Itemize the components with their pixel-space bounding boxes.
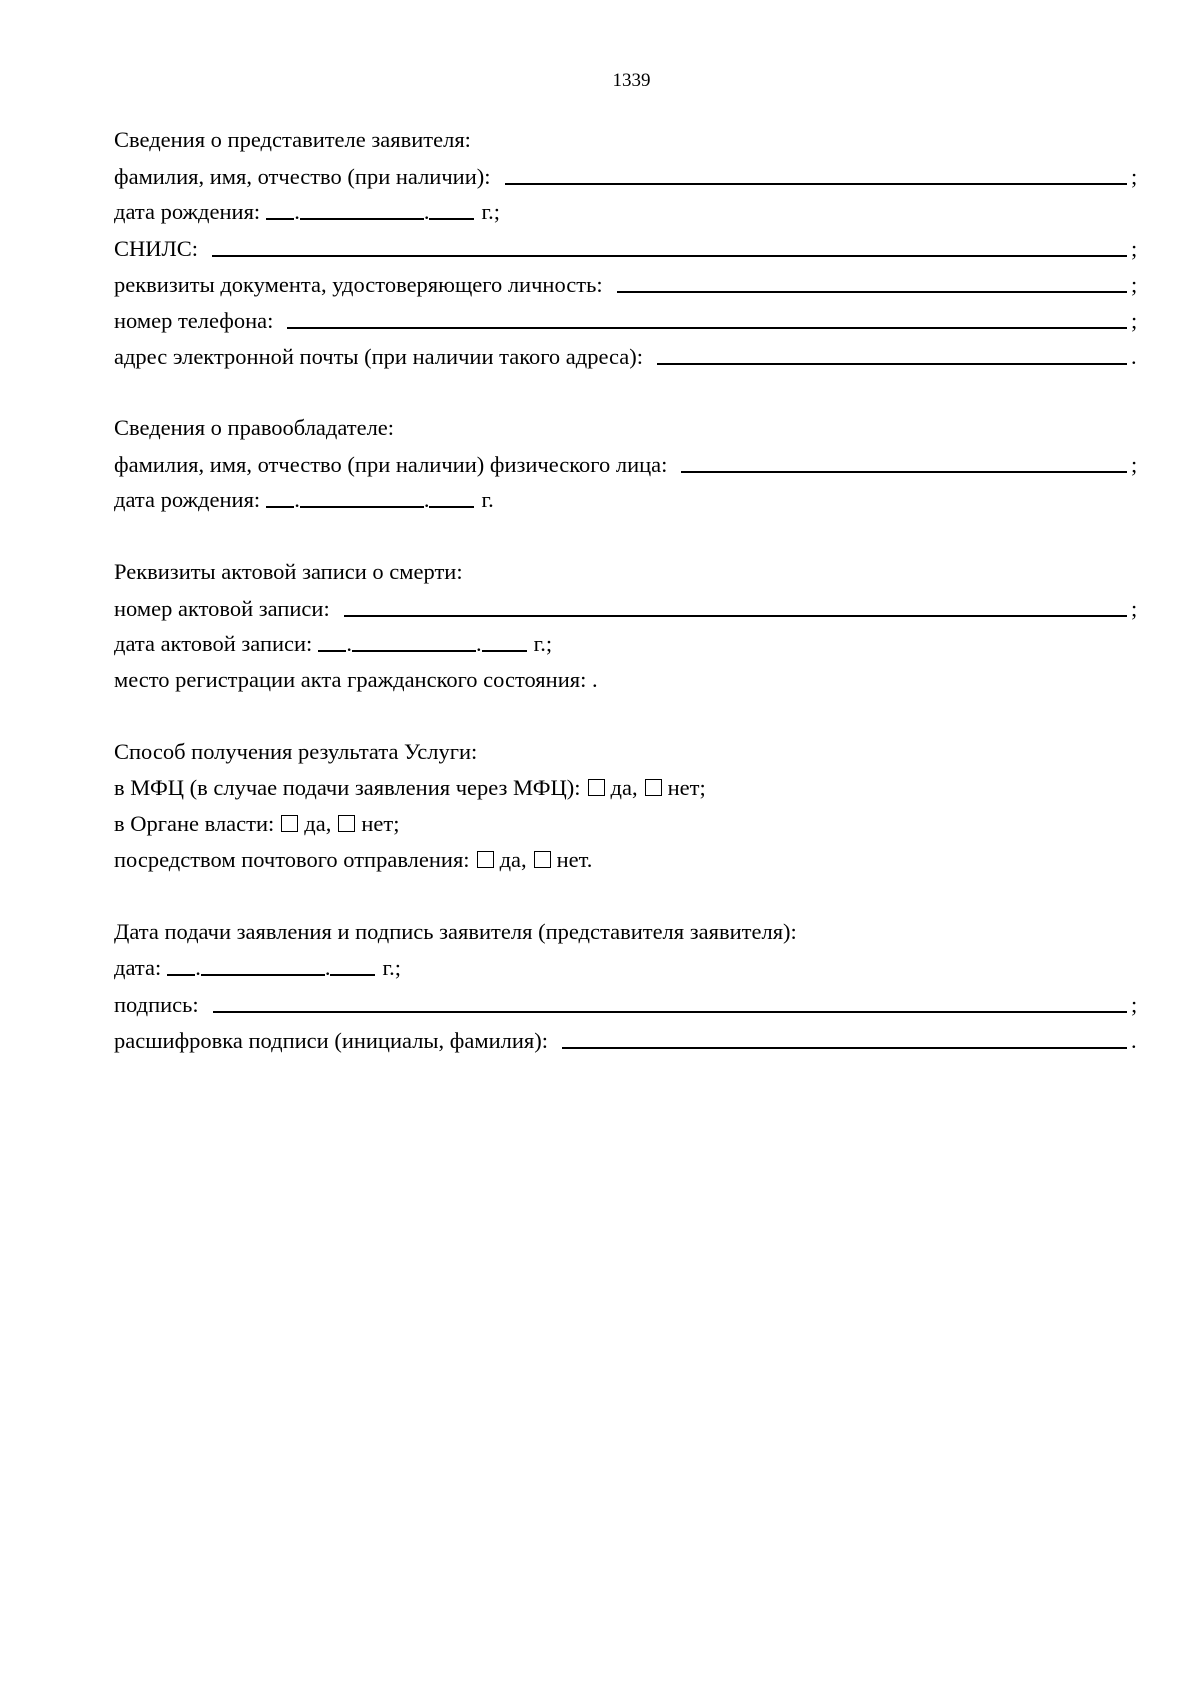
date-separator: . [324,955,331,980]
date-separator: . [423,199,430,224]
date-separator: . [294,199,300,224]
year-suffix: г.; [533,631,553,656]
delivery-option-mfc [114,772,1139,808]
signature-date-row [114,952,1139,988]
representative-snils-row [114,232,1139,268]
no-label: нет; [361,811,400,836]
field-label: расшифровка подписи (инициалы, фамилия): [114,1028,549,1053]
option-label: посредством почтового отправления: [114,847,470,872]
field-label: дата рождения: [114,487,261,512]
death-record-heading [114,556,1139,592]
submit-year-field[interactable] [330,954,375,976]
yes-label: да, [499,847,527,872]
field-label: дата актовой записи: [114,631,313,656]
yes-checkbox[interactable] [281,815,298,832]
birth-year-field[interactable] [429,486,474,508]
birth-day-field[interactable] [266,486,294,508]
punctuation: ; [1131,272,1138,297]
field-label: СНИЛС: [114,236,199,261]
rights-holder-birth-row [114,484,1139,520]
field-label: номер актовой записи: [114,596,330,621]
record-month-field[interactable] [352,630,476,652]
submit-month-field[interactable] [201,954,325,976]
punctuation: ; [1131,308,1138,333]
rights-holder-fio-field[interactable] [681,449,1127,473]
application-form [114,124,1139,1060]
death-record-date-row [114,628,1139,664]
option-label: в Органе власти: [114,811,275,836]
punctuation: ; [1131,452,1138,477]
field-label: фамилия, имя, отчество (при наличии) физического лица: [114,452,668,477]
email-field[interactable] [657,341,1127,365]
year-suffix: г.; [382,955,402,980]
section-heading: Реквизиты актовой записи о смерти: [114,559,463,584]
date-separator: . [423,487,430,512]
record-number-field[interactable] [344,593,1127,617]
punctuation: . [1131,1028,1137,1053]
punctuation: . [1131,344,1137,369]
yes-label: да, [610,775,638,800]
page-number: 1339 [612,70,651,91]
field-label: место регистрации акта гражданского состояния: . [114,667,598,692]
signature-sign-row [114,988,1139,1024]
no-label: нет. [556,847,593,872]
no-checkbox[interactable] [534,851,551,868]
date-separator: . [294,487,300,512]
yes-checkbox[interactable] [477,851,494,868]
punctuation: ; [1131,992,1138,1017]
signature-decode-row [114,1024,1139,1060]
birth-day-field[interactable] [266,198,294,220]
delivery-heading [114,736,1139,772]
yes-checkbox[interactable] [588,779,605,796]
snils-field[interactable] [212,233,1127,257]
field-label: фамилия, имя, отчество (при наличии): [114,164,491,189]
punctuation: ; [1131,596,1138,621]
record-day-field[interactable] [318,630,346,652]
death-record-number-row [114,592,1139,628]
delivery-option-mail [114,844,1139,880]
field-label: реквизиты документа, удостоверяющего личность: [114,272,603,297]
no-label: нет; [667,775,706,800]
date-separator: . [475,631,482,656]
field-label: подпись: [114,992,199,1017]
section-heading: Способ получения результата Услуги: [114,739,478,764]
submit-day-field[interactable] [167,954,195,976]
rights-holder-fio-row [114,448,1139,484]
field-label: дата рождения: [114,199,261,224]
section-heading: Сведения о правообладателе: [114,415,395,440]
field-label: дата: [114,955,162,980]
rights-holder-heading [114,412,1139,448]
representative-id-doc-row [114,268,1139,304]
section-heading: Дата подачи заявления и подпись заявителя (представителя заявителя): [114,919,797,944]
representative-fio-row [114,160,1139,196]
record-year-field[interactable] [482,630,527,652]
birth-month-field[interactable] [300,198,424,220]
field-label: номер телефона: [114,308,274,333]
no-checkbox[interactable] [645,779,662,796]
yes-label: да, [304,811,332,836]
signature-decode-field[interactable] [562,1025,1127,1049]
representative-phone-row [114,304,1139,340]
delivery-option-authority [114,808,1139,844]
representative-birth-row [114,196,1139,232]
punctuation: ; [1131,236,1138,261]
signature-heading [114,916,1139,952]
punctuation: ; [1131,164,1138,189]
representative-fio-field[interactable] [505,161,1128,185]
date-separator: . [195,955,201,980]
death-record-place-row [114,664,1139,700]
phone-field[interactable] [287,305,1127,329]
year-suffix: г. [481,487,494,512]
signature-field[interactable] [213,989,1127,1013]
section-heading: Сведения о представителе заявителя: [114,127,471,152]
representative-heading [114,124,1139,160]
date-separator: . [346,631,352,656]
year-suffix: г.; [481,199,501,224]
birth-year-field[interactable] [429,198,474,220]
field-label: адрес электронной почты (при наличии такого адреса): [114,344,644,369]
birth-month-field[interactable] [300,486,424,508]
representative-email-row [114,340,1139,376]
no-checkbox[interactable] [338,815,355,832]
option-label: в МФЦ (в случае подачи заявления через МФЦ): [114,775,581,800]
id-document-field[interactable] [617,269,1127,293]
